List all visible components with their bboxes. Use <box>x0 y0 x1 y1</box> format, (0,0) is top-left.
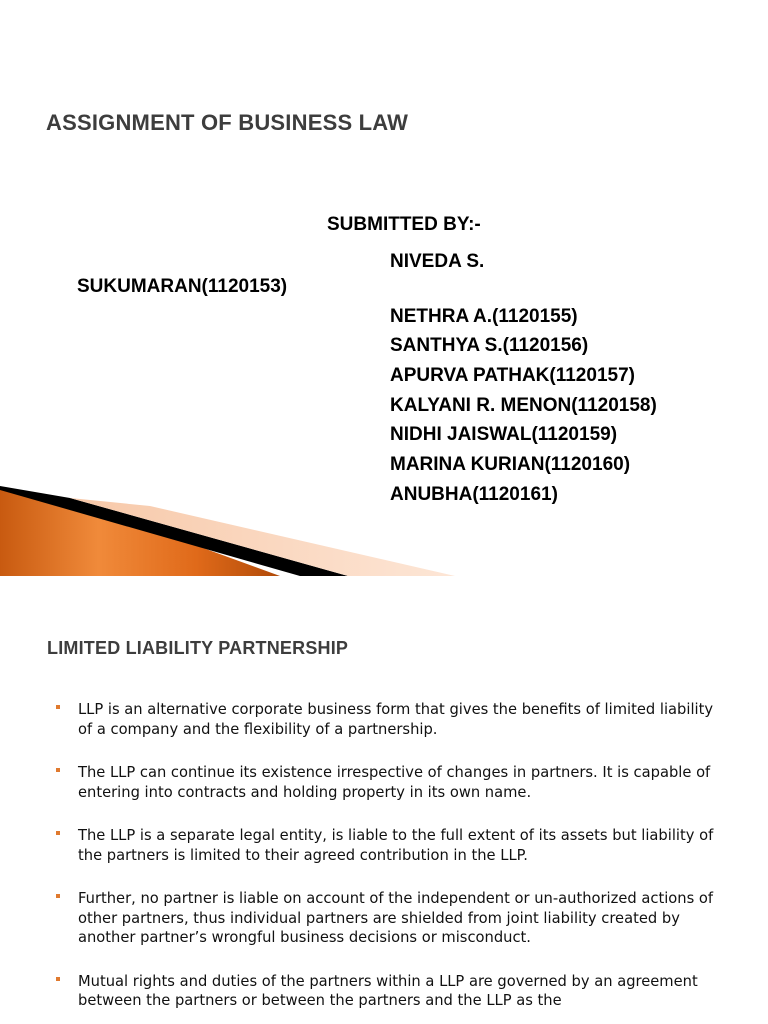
list-item: LLP is an alternative corporate business form that gives the benefits of limited liability of a company and the flexibility of a partnership. <box>56 700 726 739</box>
bullet-marker-icon <box>56 705 60 709</box>
slide-1-title: ASSIGNMENT OF BUSINESS LAW <box>46 110 409 135</box>
bullet-marker-icon <box>56 977 60 981</box>
member-name: APURVA PATHAK(1120157) <box>390 365 635 386</box>
member-name: NIDHI JAISWAL(1120159) <box>390 424 618 445</box>
list-item: Mutual rights and duties of the partners within a LLP are governed by an agreement between the partners or between the partners and the LLP as the <box>56 972 726 1011</box>
member-name: SANTHYA S.(1120156) <box>390 335 589 356</box>
bullet-list <box>56 700 726 1024</box>
list-item: The LLP can continue its existence irrespective of changes in partners. It is capable of entering into contracts and holding property in its own name. <box>56 763 726 802</box>
decorative-swoosh <box>0 476 768 576</box>
list-item: Further, no partner is liable on account of the independent or un-authorized actions of other partners, thus individual partners are shielded from joint liability created by another partner’s wrongful business decisions or misconduct. <box>56 889 726 948</box>
member-name: ANUBHA(1120161) <box>390 484 558 505</box>
bullet-marker-icon <box>56 768 60 772</box>
bullet-marker-icon <box>56 894 60 898</box>
member-name: NETHRA A.(1120155) <box>390 306 578 327</box>
member-name: MARINA KURIAN(1120160) <box>390 454 631 475</box>
list-item: The LLP is a separate legal entity, is liable to the full extent of its assets but liability of the partners is limited to their agreed contribution in the LLP. <box>56 826 726 865</box>
member-name: SUKUMARAN(1120153) <box>77 276 288 297</box>
slide-2-title: LIMITED LIABILITY PARTNERSHIP <box>47 638 349 658</box>
member-name: NIVEDA S. <box>390 251 485 272</box>
member-name: KALYANI R. MENON(1120158) <box>390 395 657 416</box>
submitted-by-label: SUBMITTED BY:- <box>327 214 481 235</box>
slide-2 <box>0 576 768 1024</box>
bullet-marker-icon <box>56 831 60 835</box>
